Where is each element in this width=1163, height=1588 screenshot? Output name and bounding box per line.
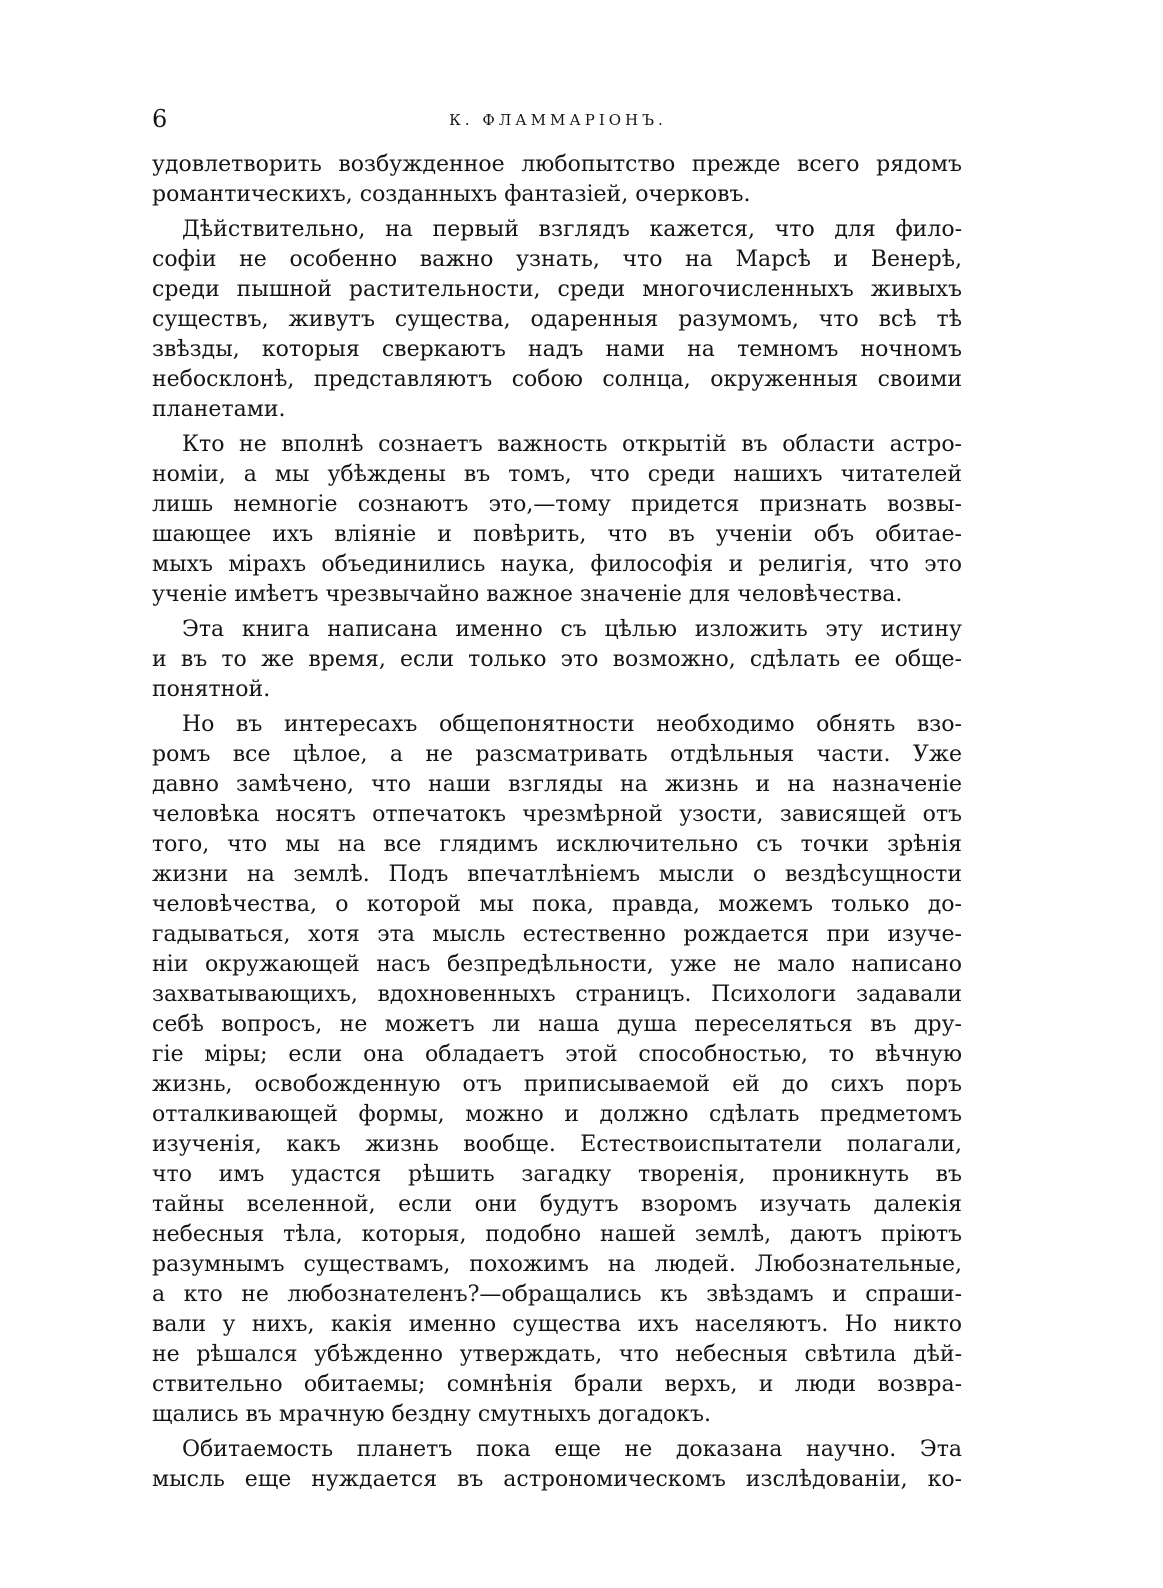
text-line: жизнь, освобожденную отъ приписываемой ей до сихъ поръ <box>152 1072 962 1097</box>
text-line: ромъ все цѣлое, а не разсматривать отдѣльныя части. Уже <box>152 742 962 767</box>
paragraph <box>152 430 962 610</box>
text-line: человѣка носятъ отпечатокъ чрезмѣрной узости, зависящей отъ <box>152 802 962 827</box>
text-line: человѣчества, о которой мы пока, правда, можемъ только до- <box>152 892 962 917</box>
text-line: мыхъ мірахъ объединились наука, философія и религія, что это <box>152 552 962 577</box>
text-line: понятной. <box>152 677 271 702</box>
text-line: жизни на землѣ. Подъ впечатлѣніемъ мысли о вездѣсущности <box>152 862 962 887</box>
text-line: шающее ихъ вліяніе и повѣрить, что въ ученіи объ обитае- <box>152 522 962 547</box>
paragraph <box>152 615 962 705</box>
text-line: того, что мы на все глядимъ исключительно съ точки зрѣнія <box>152 832 962 857</box>
paragraph <box>152 1435 962 1495</box>
text-line: лишь немногіе сознаютъ это,—тому придется признать возвы- <box>152 492 962 517</box>
paragraph <box>152 215 962 425</box>
text-line: романтическихъ, созданныхъ фантазіей, очерковъ. <box>152 182 751 207</box>
text-line: небесныя тѣла, которыя, подобно нашей землѣ, даютъ пріютъ <box>152 1222 962 1247</box>
text-line: гадываться, хотя эта мысль естественно рождается при изуче- <box>152 922 962 947</box>
text-line: отталкивающей формы, можно и должно сдѣлать предметомъ <box>152 1102 962 1127</box>
text-line: среди пышной растительности, среди многочисленныхъ живыхъ <box>152 277 962 302</box>
paragraph <box>152 710 962 1430</box>
text-line: давно замѣчено, что наши взгляды на жизнь и на назначеніе <box>152 772 962 797</box>
text-line: и въ то же время, если только это возможно, сдѣлать ее общe- <box>152 647 962 672</box>
text-line: небосклонѣ, представляютъ собою солнца, окруженныя своими <box>152 367 962 392</box>
text-line: Обитаемость планетъ пока еще не доказана научно. Эта <box>182 1437 962 1462</box>
text-line: планетами. <box>152 397 286 422</box>
running-header <box>152 104 964 138</box>
text-line: мысль еще нуждается въ астрономическомъ изслѣдованіи, ко- <box>152 1467 962 1492</box>
text-line: номіи, а мы убѣждены въ томъ, что среди нашихъ читателей <box>152 462 962 487</box>
text-line: звѣзды, которыя сверкаютъ надъ нами на темномъ ночномъ <box>152 337 962 362</box>
text-line: ніи окружающей насъ безпредѣльности, уже не мало написано <box>152 952 962 977</box>
text-line: Эта книга написана именно съ цѣлью изложить эту истину <box>182 617 962 642</box>
text-line: вали у нихъ, какія именно существа ихъ населяютъ. Но никто <box>152 1312 962 1337</box>
text-line: гіе міры; если она обладаетъ этой способностью, то вѣчную <box>152 1042 962 1067</box>
page-number: 6 <box>152 105 168 133</box>
text-line: существъ, живутъ существа, одаренныя разумомъ, что всѣ тѣ <box>152 307 962 332</box>
text-line: изученія, какъ жизнь вообще. Естествоиспытатели полагали, <box>152 1132 962 1157</box>
text-line: Но въ интересахъ общепонятности необходимо обнять взо- <box>182 712 962 737</box>
text-line: а кто не любознателенъ?—обращались къ звѣздамъ и спраши- <box>152 1282 962 1307</box>
body-text <box>152 150 962 1495</box>
paragraph <box>152 150 962 210</box>
running-title: К. ФЛАММАРІОНЪ. <box>449 111 667 129</box>
text-line: себѣ вопросъ, не можетъ ли наша душа переселяться въ дру- <box>152 1012 962 1037</box>
text-line: Дѣйствительно, на первый взглядъ кажется, что для фило- <box>182 217 962 242</box>
text-line: что имъ удастся рѣшить загадку творенія, проникнуть въ <box>152 1162 962 1187</box>
text-line: софіи не особенно важно узнать, что на Марсѣ и Венерѣ, <box>152 247 962 272</box>
text-line: разумнымъ существамъ, похожимъ на людей. Любознательные, <box>152 1252 962 1277</box>
text-line: удовлетворить возбужденное любопытство прежде всего рядомъ <box>152 152 962 177</box>
text-line: Кто не вполнѣ сознаетъ важность открытій въ области астро- <box>182 432 962 457</box>
text-line: захватывающихъ, вдохновенныхъ страницъ. Психологи задавали <box>152 982 962 1007</box>
text-line: тайны вселенной, если они будутъ взоромъ изучать далекія <box>152 1192 962 1217</box>
text-line: ствительно обитаемы; сомнѣнія брали верхъ, и люди возвра- <box>152 1372 962 1397</box>
text-line: щались въ мрачную бездну смутныхъ догадокъ. <box>152 1402 711 1427</box>
text-line: не рѣшался убѣжденно утверждать, что небесныя свѣтила дѣй- <box>152 1342 962 1367</box>
text-line: ученіе имѣетъ чрезвычайно важное значеніе для человѣчества. <box>152 582 903 607</box>
